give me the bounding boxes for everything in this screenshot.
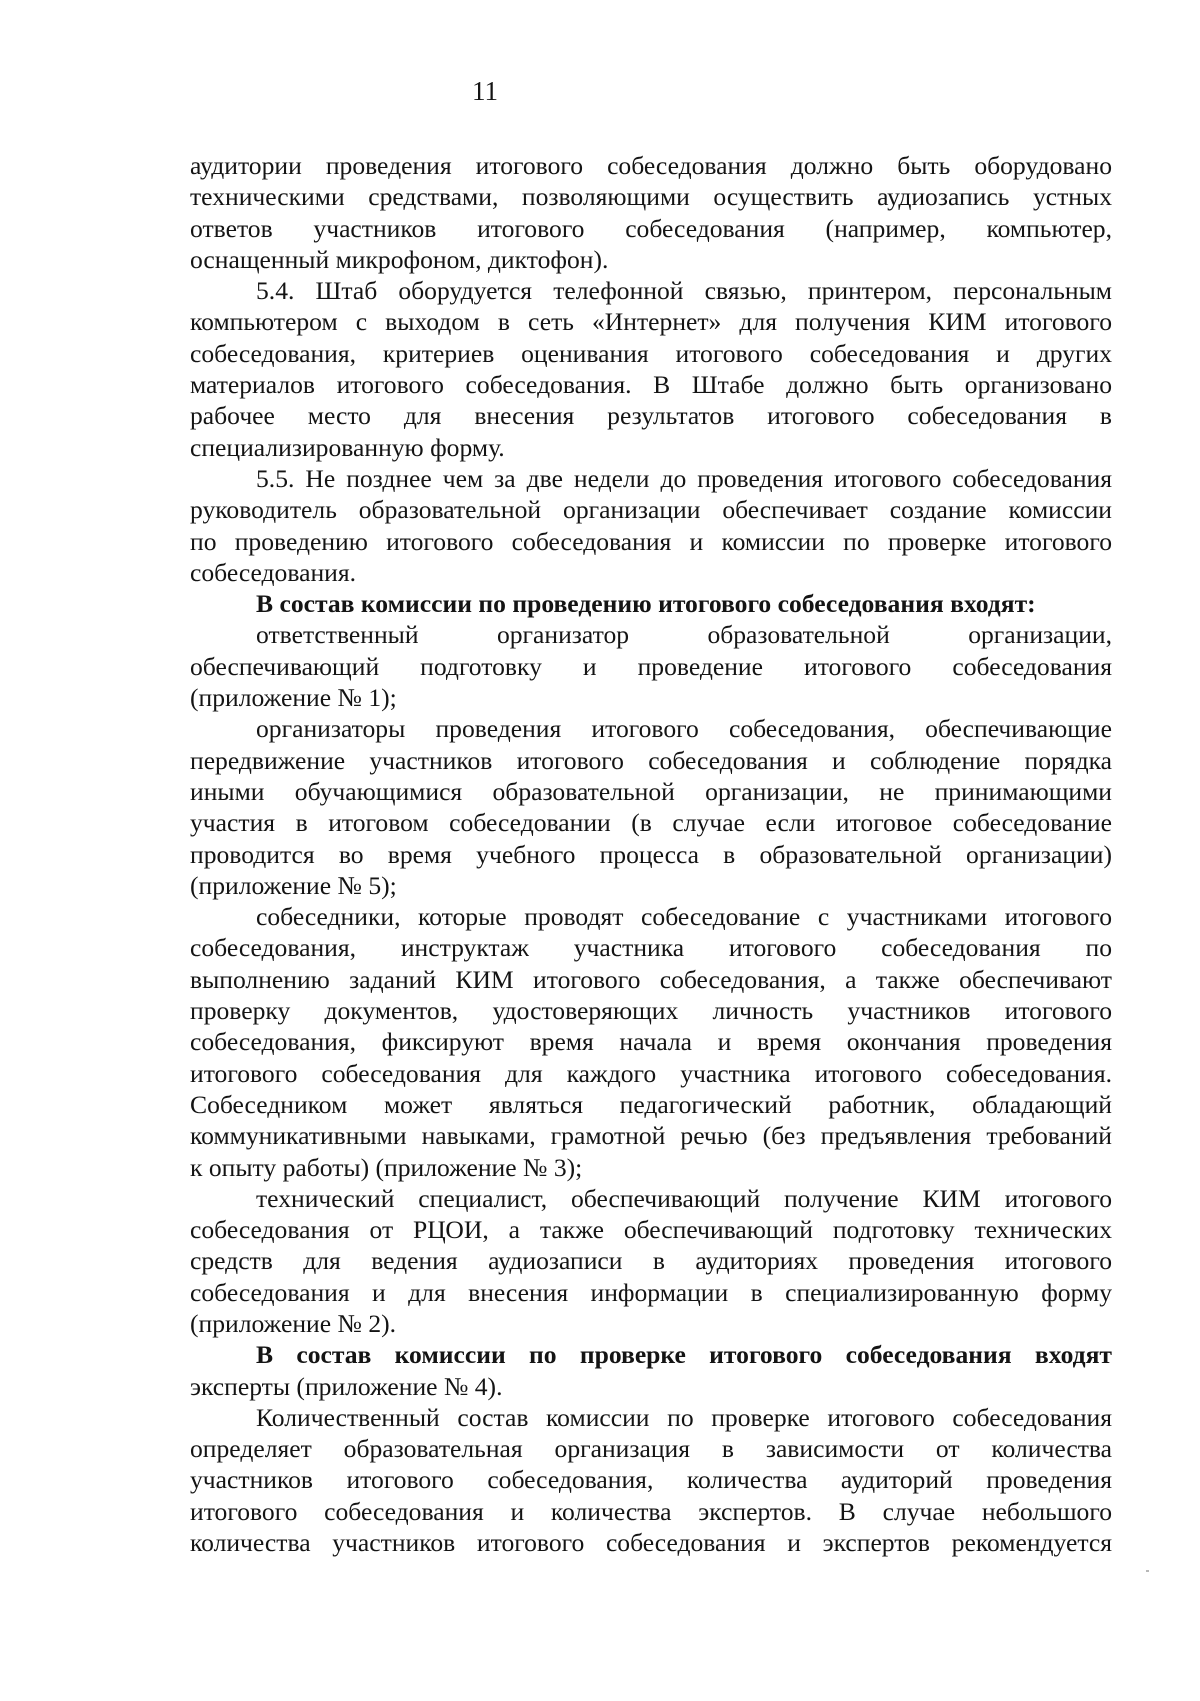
text-line: 5.4. Штаб оборудуется телефонной связью, принтером, персональным (256, 276, 1112, 306)
list-item-technical-specialist (190, 1183, 1112, 1339)
text-line: собеседования и для внесения информации в специализированную форму (190, 1277, 1112, 1307)
list-item-interviewers (190, 901, 1112, 1183)
paragraph-5-4 (190, 275, 1112, 463)
text-line: обеспечивающий подготовку и проведение итогового собеседования (190, 651, 1112, 681)
text-line: руководитель образовательной организации обеспечивает создание комиссии (190, 495, 1112, 525)
text-line: Собеседником может являться педагогический работник, обладающий (190, 1089, 1112, 1119)
text-line: иными обучающимися образовательной организации, не принимающими (190, 776, 1112, 806)
text-line: организаторы проведения итогового собеседования, обеспечивающие (256, 714, 1112, 744)
text-line: материалов итогового собеседования. В Штабе должно быть организовано (190, 370, 1112, 400)
text-line: собеседования, критериев оценивания итогового собеседования и других (190, 338, 1112, 368)
text-line: технический специалист, обеспечивающий получение КИМ итогового (256, 1183, 1112, 1213)
text-line: техническими средствами, позволяющими осуществить аудиозапись устных (190, 182, 1112, 212)
text-line: коммуникативными навыками, грамотной речью (без предъявления требований (190, 1121, 1112, 1151)
text-line: участников итогового собеседования, количества аудиторий проведения (190, 1465, 1112, 1495)
text-line: собеседования от РЦОИ, а также обеспечивающий подготовку технических (190, 1215, 1112, 1245)
text-line: выполнению заданий КИМ итогового собеседования, а также обеспечивают (190, 964, 1112, 994)
text-line: количества участников итогового собеседования и экспертов рекомендуется (190, 1528, 1112, 1558)
text-line: В состав комиссии по проведению итогового собеседования входят: (256, 589, 1036, 619)
text-line: определяет образовательная организация в зависимости от количества (190, 1434, 1112, 1464)
text-line: специализированную форму. (190, 432, 505, 462)
text-line: 5.5. Не позднее чем за две недели до проведения итогового собеседования (256, 463, 1112, 493)
text-line: Количественный состав комиссии по проверке итогового собеседования (256, 1402, 1112, 1432)
text-line: ответов участников итогового собеседования (например, компьютер, (190, 213, 1112, 243)
text-line: по проведению итогового собеседования и комиссии по проверке итогового (190, 526, 1112, 556)
text-line: эксперты (приложение № 4). (190, 1371, 503, 1401)
document-body (190, 150, 1112, 1558)
scan-artifact (1146, 1570, 1149, 1572)
text-line: собеседования, фиксируют время начала и время окончания проведения (190, 1027, 1112, 1057)
text-line: компьютером с выходом в сеть «Интернет» для получения КИМ итогового (190, 307, 1112, 337)
text-line: к опыту работы) (приложение № 3); (190, 1152, 583, 1182)
text-line: участия в итоговом собеседовании (в случае если итоговое собеседование (190, 808, 1112, 838)
text-line: проводится во время учебного процесса в образовательной организации) (190, 839, 1112, 869)
text-line: (приложение № 1); (190, 683, 397, 713)
paragraph-commission-size (190, 1402, 1112, 1558)
text-line: (приложение № 5); (190, 870, 397, 900)
list-item-responsible-organizer (190, 619, 1112, 713)
text-line: (приложение № 2). (190, 1308, 397, 1338)
paragraph-5-5 (190, 463, 1112, 588)
section-heading-conduct-commission (190, 588, 1112, 619)
text-line: передвижение участников итогового собеседования и соблюдение порядка (190, 745, 1112, 775)
text-line: аудитории проведения итогового собеседования должно быть оборудовано (190, 151, 1112, 180)
list-item-organizers (190, 713, 1112, 901)
text-line: собеседники, которые проводят собеседование с участниками итогового (256, 902, 1112, 932)
section-heading-review-commission (190, 1339, 1112, 1402)
text-line: проверку документов, удостоверяющих личность участников итогового (190, 996, 1112, 1026)
paragraph-continuation (190, 150, 1112, 275)
text-line-bold: В состав комиссии по проверке итогового собеседования входят (256, 1340, 1112, 1370)
text-line: средств для ведения аудиозаписи в аудиториях проведения итогового (190, 1246, 1112, 1276)
text-line: рабочее место для внесения результатов итогового собеседования в (190, 401, 1112, 431)
text-line: собеседования. (190, 557, 357, 587)
text-line: итогового собеседования для каждого участника итогового собеседования. (190, 1058, 1112, 1088)
page-number: 11 (472, 76, 498, 106)
text-line: итогового собеседования и количества экспертов. В случае небольшого (190, 1496, 1112, 1526)
text-line: собеседования, инструктаж участника итогового собеседования по (190, 933, 1112, 963)
text-line: ответственный организатор образовательной организации, (256, 620, 1112, 650)
text-line: оснащенный микрофоном, диктофон). (190, 244, 609, 274)
